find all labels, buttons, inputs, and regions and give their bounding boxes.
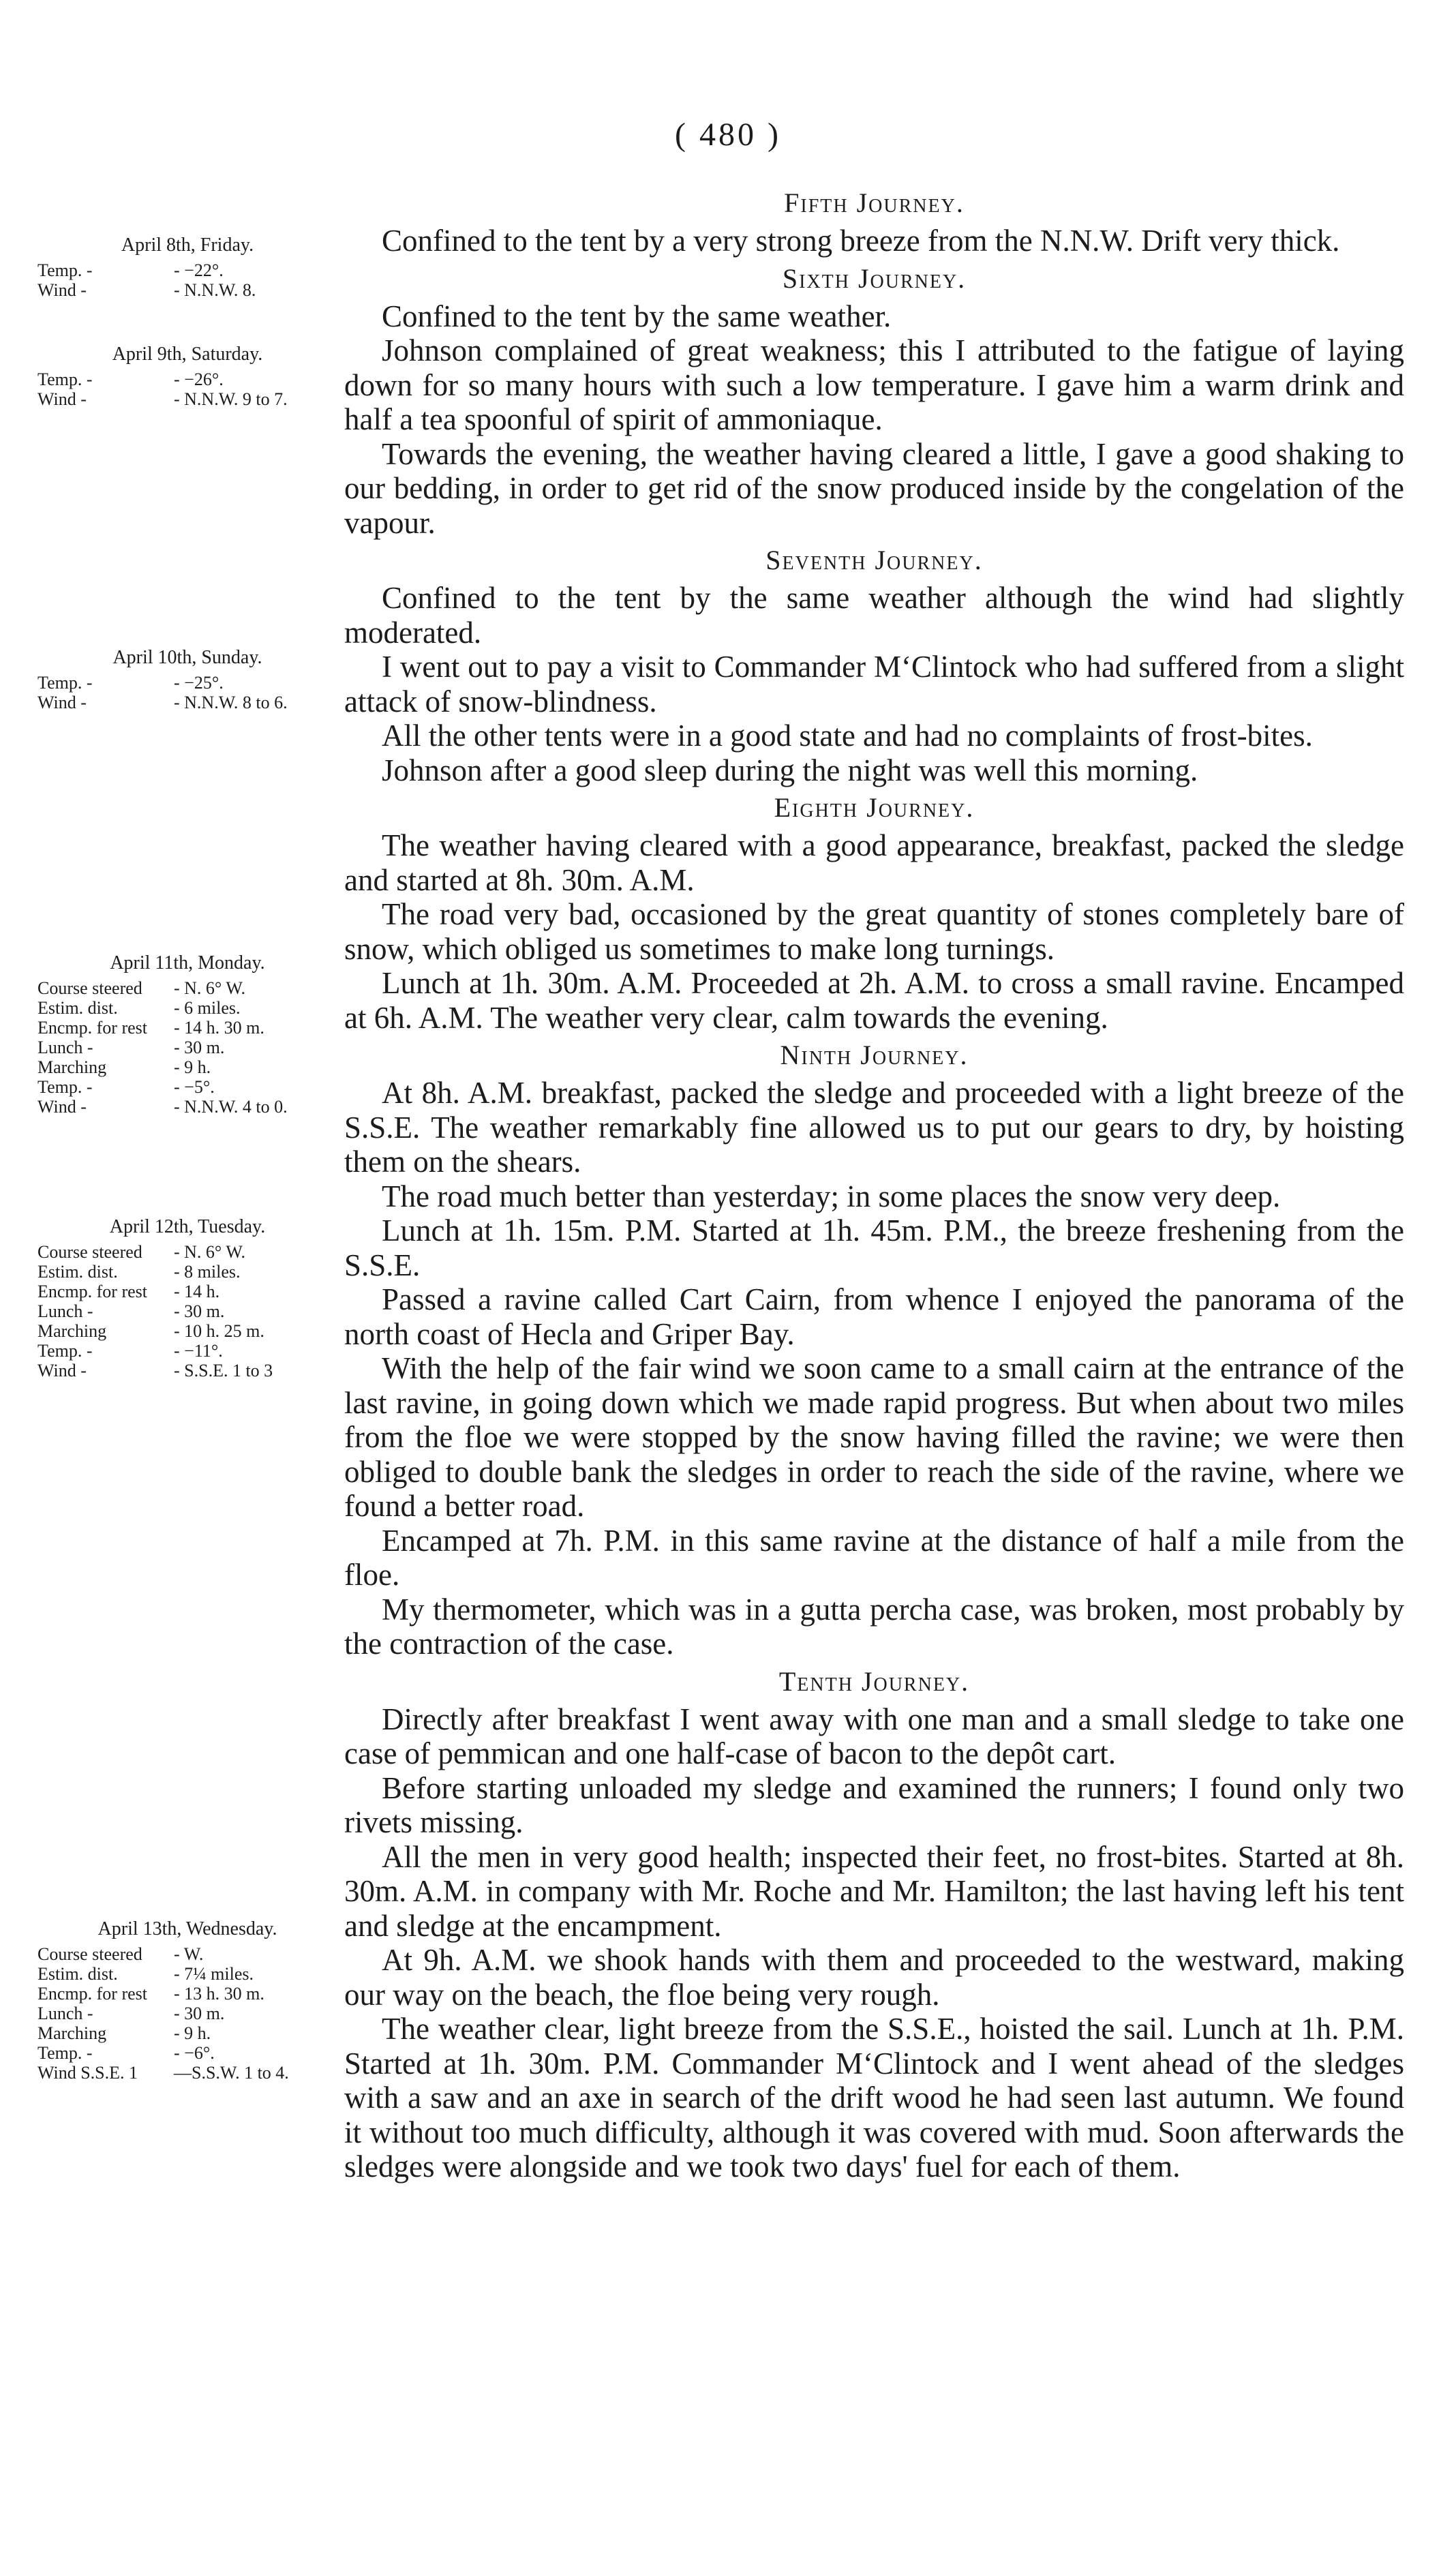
section-seventh-journey	[344, 544, 1404, 787]
log-row	[37, 2023, 289, 2043]
paragraph: At 9h. A.M. we shook hands with them and proceeded to the westward, making our way on the beach, the floe being very rough.	[344, 1943, 1404, 2012]
paragraph: Confined to the tent by the same weather.	[382, 299, 892, 333]
log-key: Wind -	[37, 280, 87, 300]
log-key: Course steered	[37, 1944, 142, 1964]
log-row	[37, 1984, 289, 2004]
log-value: - 14 h.	[174, 1282, 220, 1301]
log-row	[37, 389, 288, 409]
log-value: - 30 m.	[174, 1038, 225, 1057]
margin-note-april-12	[37, 1217, 337, 1380]
margin-date: April 13th, Wednesday.	[97, 1918, 277, 1939]
log-value: - N. 6° W.	[174, 978, 246, 998]
paragraph: The road very bad, occasioned by the great quantity of stones completely bare of snow, which obliged us sometimes to make long turnings.	[344, 897, 1404, 966]
log-row	[37, 1944, 289, 1964]
log-row	[37, 2004, 289, 2023]
log-row	[37, 1057, 288, 1077]
log-value: - −6°.	[174, 2043, 215, 2063]
log-key: Temp. -	[37, 2043, 93, 2063]
log-key: Wind -	[37, 1361, 87, 1380]
log-value: - N. 6° W.	[174, 1242, 246, 1262]
log-value: - 9 h.	[174, 2023, 211, 2043]
log-value: - 30 m.	[174, 2004, 225, 2023]
log-value: - N.N.W. 9 to 7.	[174, 389, 288, 409]
log-key: Marching	[37, 1321, 107, 1341]
log-key: Course steered	[37, 978, 142, 998]
log-row	[37, 260, 256, 280]
log-key: Marching	[37, 1057, 107, 1077]
log-table	[37, 978, 288, 1117]
log-key: Temp. -	[37, 369, 93, 389]
paragraph: With the help of the fair wind we soon came to a small cairn at the entrance of the last ravine, in going down which we made rapid progress. But when about two miles from the floe we were stopped by the snow having filled the ravine; we were then obliged to double bank the sledges in order to reach the side of the ravine, where we found a better road.	[344, 1351, 1404, 1523]
log-row	[37, 280, 256, 300]
paragraph: Encamped at 7h. P.M. in this same ravine at the distance of half a mile from the floe.	[344, 1523, 1404, 1592]
main-text	[344, 183, 1404, 2184]
paragraph: Before starting unloaded my sledge and examined the runners; I found only two rivets missing.	[344, 1770, 1404, 1839]
log-row	[37, 1321, 273, 1341]
log-row	[37, 673, 288, 693]
margin-date: April 11th, Monday.	[110, 952, 265, 973]
log-value: - N.N.W. 4 to 0.	[174, 1097, 288, 1117]
log-row	[37, 2043, 289, 2063]
log-row	[37, 1097, 288, 1117]
log-row	[37, 369, 288, 389]
log-table	[37, 1944, 289, 2083]
paragraph: Lunch at 1h. 15m. P.M. Started at 1h. 45m. P.M., the breeze freshening from the S.S.E.	[344, 1213, 1404, 1282]
log-key: Estim. dist.	[37, 1262, 118, 1282]
margin-note-april-8	[37, 235, 337, 300]
log-row	[37, 1018, 288, 1038]
log-row	[37, 998, 288, 1018]
margin-note-april-10	[37, 648, 337, 712]
log-table	[37, 369, 288, 409]
paragraph: My thermometer, which was in a gutta percha case, was broken, most probably by the contraction of the case.	[344, 1592, 1404, 1661]
section-tenth-journey	[344, 1665, 1404, 2184]
log-key: Wind S.S.E. 1	[37, 2063, 138, 2083]
paragraph: The weather clear, light breeze from the S.S.E., hoisted the sail. Lunch at 1h. P.M. Started at 1h. 30m. P.M. Commander M‘Clintock and I went ahead of the sledges with a saw and an axe in search of the drift wood he had seen last autumn. We found it without too much difficulty, although it was covered with mud. Soon afterwards the sledges were alongside and we took two days' fuel for each of them.	[344, 2012, 1404, 2184]
log-value: - 14 h. 30 m.	[174, 1018, 264, 1038]
log-table	[37, 673, 288, 712]
log-row	[37, 1038, 288, 1057]
section-eighth-journey	[344, 791, 1404, 1035]
margin-date: April 9th, Saturday.	[112, 344, 263, 365]
log-value: - −11°.	[174, 1341, 223, 1361]
section-ninth-journey	[344, 1039, 1404, 1661]
log-key: Lunch -	[37, 2004, 93, 2023]
log-row	[37, 978, 288, 998]
log-row	[37, 1341, 273, 1361]
paragraph: Confined to the tent by the same weather although the wind had slightly moderated.	[344, 581, 1404, 650]
log-key: Estim. dist.	[37, 1964, 118, 1984]
paragraph: The road much better than yesterday; in some places the snow very deep.	[382, 1179, 1281, 1213]
log-value: - −22°.	[174, 260, 224, 280]
margin-note-april-13	[37, 1919, 337, 2083]
margin-date: April 12th, Tuesday.	[109, 1216, 266, 1237]
log-key: Course steered	[37, 1242, 142, 1262]
log-value: —S.S.W. 1 to 4.	[174, 2063, 289, 2083]
log-value: - N.N.W. 8 to 6.	[174, 693, 288, 712]
log-key: Temp. -	[37, 673, 93, 693]
log-value: - −26°.	[174, 369, 224, 389]
log-row	[37, 693, 288, 712]
log-row	[37, 1077, 288, 1097]
margin-date: April 8th, Friday.	[121, 235, 254, 256]
log-value: - 10 h. 25 m.	[174, 1321, 264, 1341]
paragraph: Johnson after a good sleep during the night was well this morning.	[382, 753, 1198, 787]
log-row	[37, 1301, 273, 1321]
log-key: Wind -	[37, 1097, 87, 1117]
log-table	[37, 1242, 273, 1380]
log-key: Lunch -	[37, 1301, 93, 1321]
margin-note-april-11	[37, 953, 337, 1117]
log-key: Marching	[37, 2023, 107, 2043]
log-value: - 30 m.	[174, 1301, 225, 1321]
log-value: - 8 miles.	[174, 1262, 241, 1282]
log-value: - −5°.	[174, 1077, 215, 1097]
log-key: Wind -	[37, 389, 87, 409]
log-row	[37, 1964, 289, 1984]
log-value: - −25°.	[174, 673, 224, 693]
paragraph: I went out to pay a visit to Commander M‘Clintock who had suffered from a slight attack of snow-blindness.	[344, 650, 1404, 719]
log-key: Encmp. for rest	[37, 1984, 148, 2004]
paragraph: Passed a ravine called Cart Cairn, from whence I enjoyed the panorama of the north coast of Hecla and Griper Bay.	[344, 1282, 1404, 1351]
log-key: Encmp. for rest	[37, 1018, 148, 1038]
paragraph: The weather having cleared with a good appearance, breakfast, packed the sledge and started at 8h. 30m. A.M.	[344, 828, 1404, 897]
section-heading: Fifth Journey.	[784, 187, 965, 218]
log-key: Wind -	[37, 693, 87, 712]
log-value: - S.S.E. 1 to 3	[174, 1361, 273, 1380]
section-fifth-journey	[344, 187, 1404, 258]
log-row	[37, 1361, 273, 1380]
paragraph: Directly after breakfast I went away with one man and a small sledge to take one case of pemmican and one half-case of bacon to the depôt cart.	[344, 1702, 1404, 1770]
log-key: Encmp. for rest	[37, 1282, 148, 1301]
page-number: ( 480 )	[675, 117, 781, 153]
paragraph: All the men in very good health; inspected their feet, no frost-bites. Started at 8h. 30m. A.M. in company with Mr. Roche and Mr. Hamilton; the last having left his tent and sledge at the encampment.	[344, 1839, 1404, 1943]
log-key: Temp. -	[37, 1341, 93, 1361]
margin-note-april-9	[37, 344, 337, 409]
log-table	[37, 260, 256, 300]
log-key: Lunch -	[37, 1038, 93, 1057]
paragraph: At 8h. A.M. breakfast, packed the sledge and proceeded with a light breeze of the S.S.E. The weather remarkably fine allowed us to put our gears to dry, by hoisting them on the shears.	[344, 1076, 1404, 1179]
log-key: Estim. dist.	[37, 998, 118, 1018]
paragraph: Confined to the tent by a very strong breeze from the N.N.W. Drift very thick.	[382, 224, 1340, 258]
log-value: - 13 h. 30 m.	[174, 1984, 264, 2004]
log-row	[37, 1262, 273, 1282]
log-value: - 9 h.	[174, 1057, 211, 1077]
paragraph: Lunch at 1h. 30m. A.M. Proceeded at 2h. A.M. to cross a small ravine. Encamped at 6h. A.M. The weather very clear, calm towards the evening.	[344, 966, 1404, 1035]
log-value: - W.	[174, 1944, 204, 1964]
section-heading: Eighth Journey.	[774, 792, 975, 823]
log-value: - 6 miles.	[174, 998, 241, 1018]
log-row	[37, 1282, 273, 1301]
section-heading: Sixth Journey.	[782, 262, 967, 294]
section-heading: Seventh Journey.	[765, 545, 983, 575]
paragraph: Towards the evening, the weather having cleared a little, I gave a good shaking to our bedding, in order to get rid of the snow produced inside by the congelation of the vapour.	[344, 436, 1404, 540]
log-row	[37, 2063, 289, 2083]
margin-date: April 10th, Sunday.	[112, 647, 262, 668]
section-heading: Ninth Journey.	[780, 1040, 969, 1070]
log-value: - 7¼ miles.	[174, 1964, 254, 1984]
log-row	[37, 1242, 273, 1262]
log-key: Temp. -	[37, 260, 93, 280]
log-value: - N.N.W. 8.	[174, 280, 256, 300]
paragraph: All the other tents were in a good state and had no complaints of frost-bites.	[382, 719, 1313, 753]
section-heading: Tenth Journey.	[778, 1665, 970, 1697]
section-sixth-journey	[344, 262, 1404, 541]
paragraph: Johnson complained of great weakness; this I attributed to the fatigue of laying down for so many hours with such a low temperature. I gave him a warm drink and half a tea spoonful of spirit of ammoniaque.	[344, 333, 1404, 436]
log-key: Temp. -	[37, 1077, 93, 1097]
